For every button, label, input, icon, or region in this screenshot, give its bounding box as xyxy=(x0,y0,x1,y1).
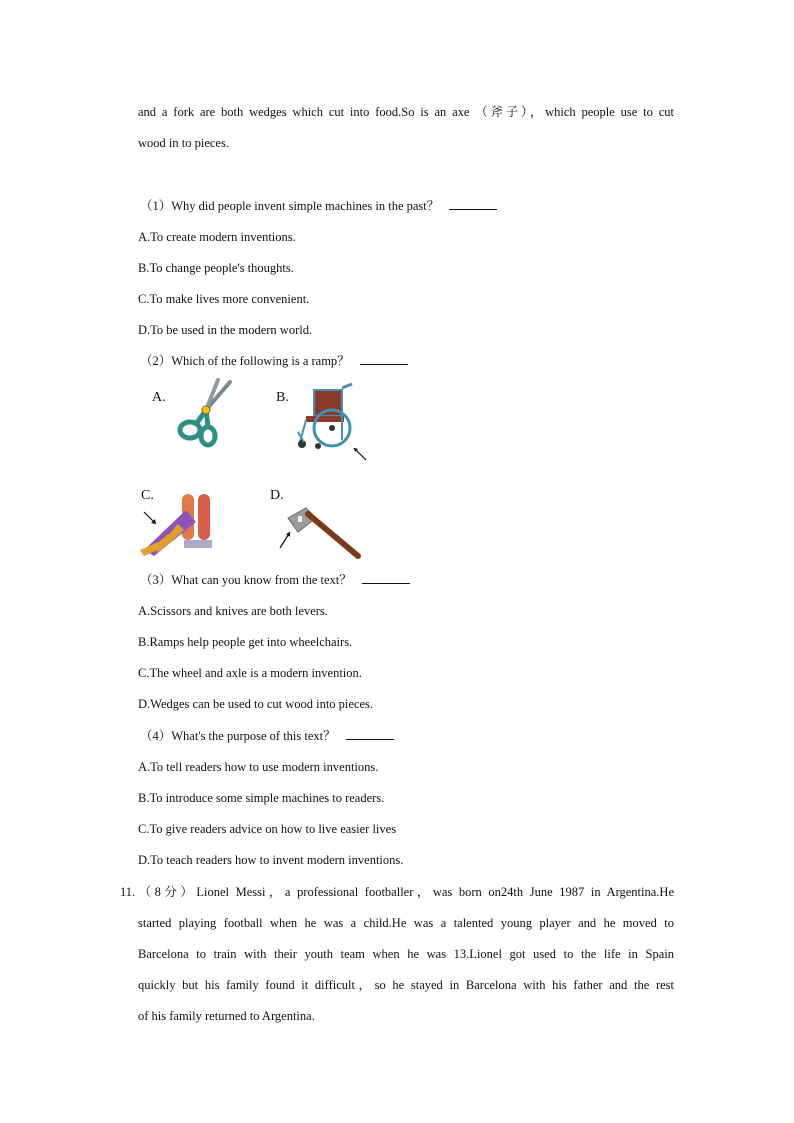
question-4-stem: （4）What's the purpose of this text？ xyxy=(140,729,336,743)
passage-line: wood in to pieces. xyxy=(138,136,229,150)
question-11-line: 11.（8分）Lionel Messi，a professional footballer，was born on24th June 1987 in Argentina.He xyxy=(120,885,674,899)
answer-blank[interactable] xyxy=(362,573,410,584)
question-3-stem: （3）What can you know from the text？ xyxy=(140,573,352,587)
question-4 xyxy=(140,728,394,744)
answer-blank[interactable] xyxy=(360,354,408,365)
question-11-line: started playing football when he was a child.He was a talented young player and he moved to xyxy=(138,916,674,930)
option-d: D.To be used in the modern world. xyxy=(138,323,313,337)
passage-line: and a fork are both wedges which cut into food.So is an axe （斧子），which people use to cut xyxy=(138,105,674,119)
slide-icon xyxy=(138,490,218,558)
option-d: D.Wedges can be used to cut wood into pieces. xyxy=(138,697,374,711)
question-2-stem: （2）Which of the following is a ramp？ xyxy=(140,354,350,368)
question-2 xyxy=(140,353,408,369)
option-a: A.To tell readers how to use modern inventions. xyxy=(138,760,379,774)
option-a: A.Scissors and knives are both levers. xyxy=(138,604,328,618)
option-a: A.To create modern inventions. xyxy=(138,230,296,244)
option-c: C.The wheel and axle is a modern invention. xyxy=(138,666,362,680)
option-c: C.To make lives more convenient. xyxy=(138,292,310,306)
image-option-c-label: C. xyxy=(141,488,154,503)
option-b: B.Ramps help people get into wheelchairs. xyxy=(138,635,353,649)
question-3 xyxy=(140,572,410,588)
image-option-b-label: B. xyxy=(276,390,289,405)
option-d: D.To teach readers how to invent modern inventions. xyxy=(138,853,404,867)
question-1 xyxy=(140,198,497,214)
option-c: C.To give readers advice on how to live easier lives xyxy=(138,822,397,836)
axe-icon xyxy=(276,498,366,564)
option-b: B.To introduce some simple machines to readers. xyxy=(138,791,385,805)
image-option-d-label: D. xyxy=(270,488,284,503)
question-11-line: of his family returned to Argentina. xyxy=(138,1009,315,1023)
question-11-line: Barcelona to train with their youth team when he was 13.Lionel got used to the life in Spain xyxy=(138,947,674,961)
question-11-line: quickly but his family found it difficult，so he stayed in Barcelona with his father and the rest xyxy=(138,978,674,992)
option-b: B.To change people's thoughts. xyxy=(138,261,294,275)
scissors-icon xyxy=(172,378,242,448)
answer-blank[interactable] xyxy=(449,199,497,210)
image-option-a-label: A. xyxy=(152,390,166,405)
wheelchair-icon xyxy=(292,380,372,464)
answer-blank[interactable] xyxy=(346,729,394,740)
question-1-stem: （1）Why did people invent simple machines in the past？ xyxy=(140,199,440,213)
